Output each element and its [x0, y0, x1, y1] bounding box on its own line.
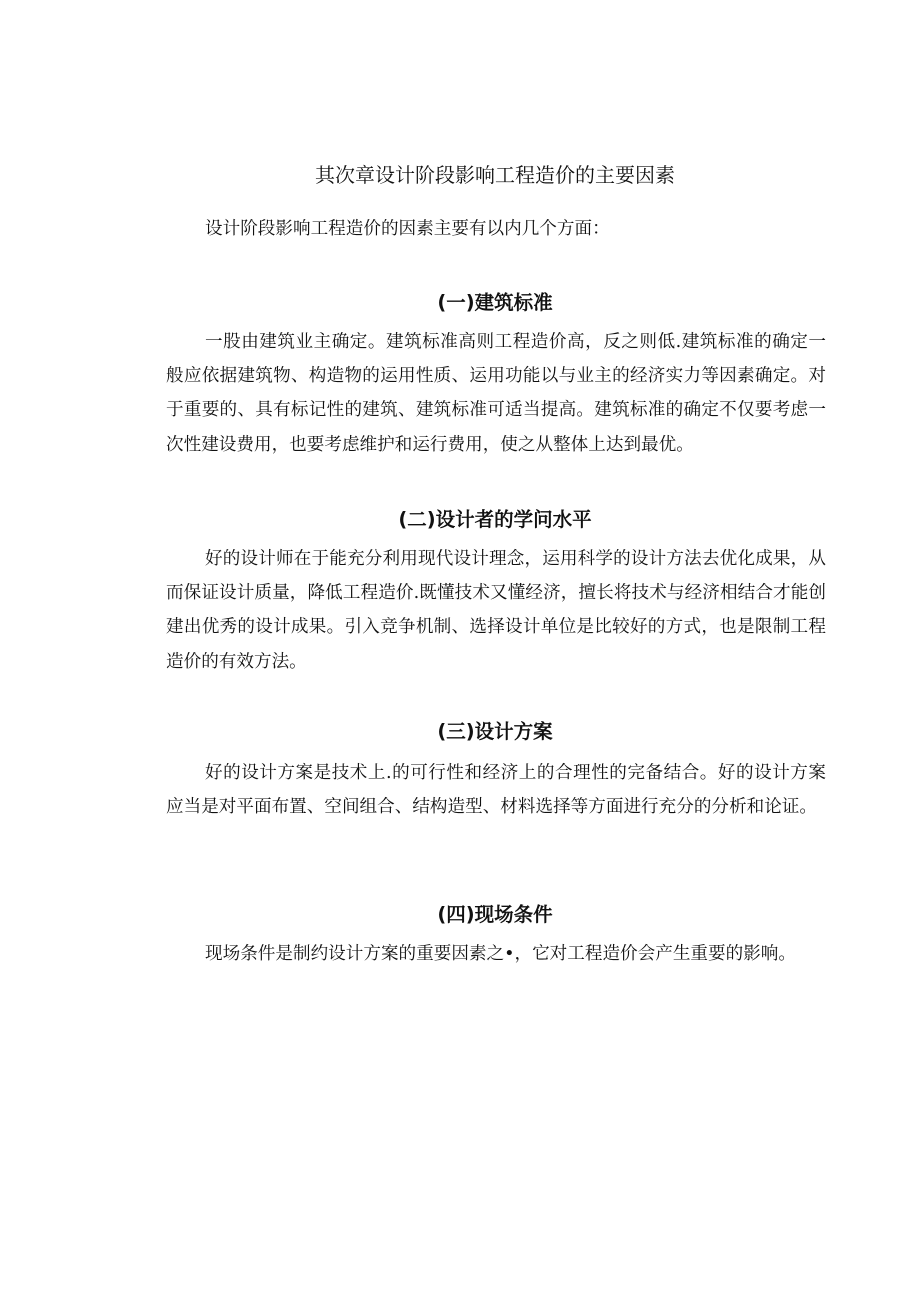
section-heading-building-standard: (一)建筑标准 [437, 291, 553, 314]
section-body-design-scheme: 好的设计方案是技术上.的可行性和经济上的合理性的完备结合。好的设计方案应当是对平面布置、空间组合、结构造型、材料选择等方面进行充分的分析和论证。 [166, 763, 826, 818]
chapter-title: 其次章设计阶段影响工程造价的主要因素 [315, 163, 675, 188]
section-body-designer-knowledge: 好的设计师在于能充分利用现代设计理念，运用科学的设计方法去优化成果，从而保证设计质量，降低工程造价.既懂技术又懂经济，擅长将技术与经济相结合才能创建出优秀的设计成果。引入竞争机制、选择设计单位是比较好的方式，也是限制工程造价的有效方法。 [166, 549, 826, 672]
section-body-site-conditions: 现场条件是制约设计方案的重要因素之•，它对工程造价会产生重要的影响。 [205, 944, 796, 964]
section-body-building-standard: 一股由建筑业主确定。建筑标准高则工程造价高，反之则低.建筑标准的确定一般应依据建筑物、构造物的运用性质、运用功能以与业主的经济实力等因素确定。对于重要的、具有标记性的建筑、建筑标准可适当提高。建筑标准的确定不仅要考虑一次性建设费用，也要考虑维护和运行费用，使之从整体上达到最优。 [166, 332, 826, 455]
intro-paragraph: 设计阶段影响工程造价的因素主要有以内几个方面： [205, 219, 610, 239]
section-heading-design-scheme: (三)设计方案 [437, 720, 553, 743]
section-heading-designer-knowledge: (二)设计者的学问水平 [398, 508, 592, 531]
section-heading-site-conditions: (四)现场条件 [437, 903, 553, 926]
